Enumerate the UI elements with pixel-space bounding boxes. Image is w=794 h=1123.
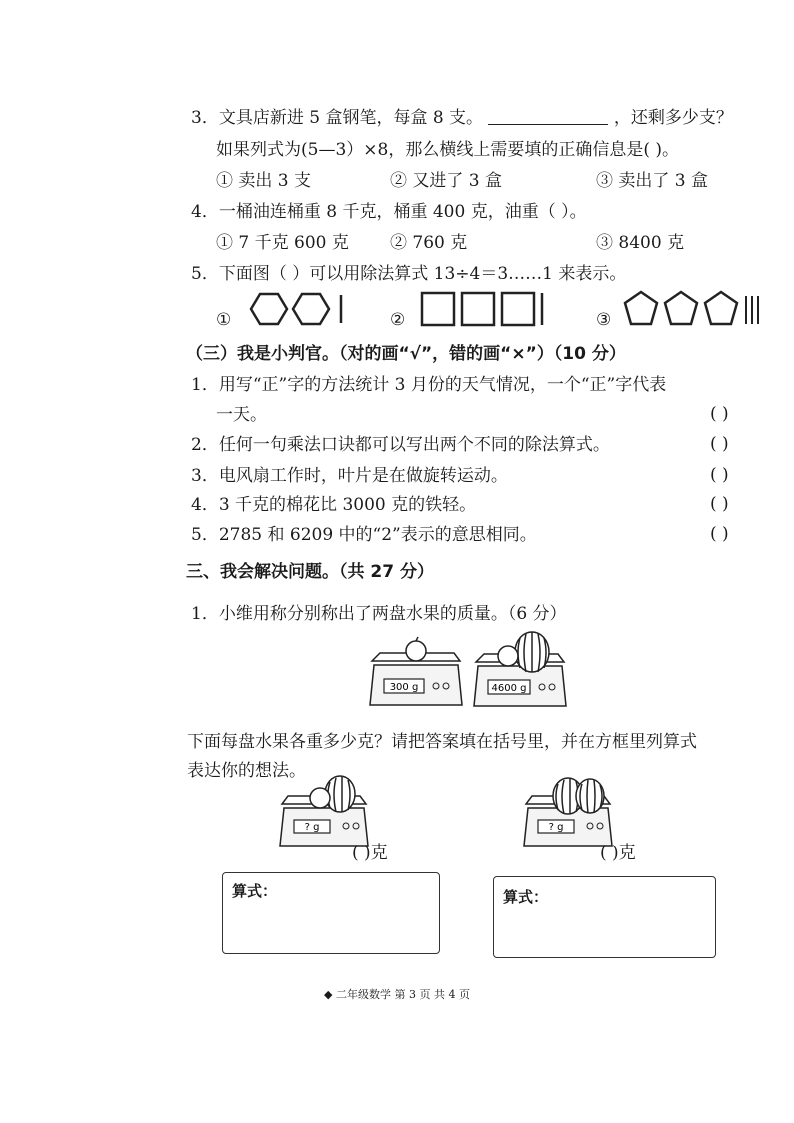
scale2-reading: 4600 g [491, 683, 527, 694]
q3-line2: 如果列式为(5—3）×8，那么横线上需要填的正确信息是( )。 [216, 140, 679, 160]
q4-option-1[interactable]: ① 7 千克 600 克 [216, 233, 349, 253]
q5-option-2[interactable]: ② [390, 310, 406, 330]
page-footer: ◆ 二年级数学 第 3 页 共 4 页 [324, 988, 470, 1001]
square-matchstick-figure [418, 289, 558, 329]
judge-answer-1[interactable]: ( ) [710, 404, 729, 424]
scale4-reading: ? g [548, 822, 564, 833]
judge-answer-4[interactable]: ( ) [710, 494, 729, 514]
q3-option-2[interactable]: ② 又进了 3 盒 [390, 171, 503, 191]
solve-instruction-1: 下面每盘水果各重多少克？请把答案填在括号里，并在方框里列算式 [187, 732, 697, 752]
hexagon-matchstick-figure [243, 289, 353, 329]
judge-item-1-cont: 一天。 [216, 405, 267, 425]
q3-option-3[interactable]: ③ 卖出了 3 盒 [596, 171, 709, 191]
solve-q1: 1．小维用称分别称出了两盘水果的质量。（6 分） [191, 604, 567, 624]
q4-option-3[interactable]: ③ 8400 克 [596, 233, 685, 253]
judge-answer-5[interactable]: ( ) [710, 524, 729, 544]
q5-line1: 5．下面图（ ）可以用除法算式 13÷4＝3……1 来表示。 [191, 264, 627, 284]
pentagon-matchstick-figure [622, 288, 772, 330]
judge-item-2: 2．任何一句乘法口诀都可以写出两个不同的除法算式。 [191, 435, 610, 455]
judge-item-1: 1．用写“正”字的方法统计 3 月份的天气情况，一个“正”字代表 [191, 375, 667, 395]
formula-label-right: 算式： [503, 888, 549, 906]
judge-item-4: 4．3 千克的棉花比 3000 克的铁轻。 [191, 495, 477, 515]
q4-line1: 4．一桶油连桶重 8 千克，桶重 400 克，油重（ ）。 [191, 202, 587, 222]
q3-text-a: 3．文具店新进 5 盒钢笔，每盒 8 支。 [191, 108, 484, 128]
q3-option-1[interactable]: ① 卖出 3 支 [216, 171, 312, 191]
q5-option-3[interactable]: ③ [596, 310, 612, 330]
scale3-reading: ? g [304, 822, 320, 833]
q5-option-1[interactable]: ① [216, 310, 232, 330]
formula-label-left: 算式： [232, 882, 278, 900]
judge-answer-3[interactable]: ( ) [710, 465, 729, 485]
scale-with-apple-and-watermelon [470, 632, 570, 716]
scale1-reading: 300 g [389, 682, 419, 693]
q3-line1 [191, 107, 733, 129]
solve-section-title: 三、我会解决问题。（共 27 分） [186, 562, 434, 582]
solve-instruction-2: 表达你的想法。 [187, 761, 306, 781]
answer-left-grams[interactable]: ( )克 [352, 843, 388, 863]
q3-blank[interactable] [488, 108, 608, 125]
judge-item-5: 5．2785 和 6209 中的“2”表示的意思相同。 [191, 525, 537, 545]
q3-text-b: ，还剩多少支？ [613, 108, 733, 128]
q4-option-2[interactable]: ② 760 克 [390, 233, 468, 253]
judge-section-title: （三）我是小判官。（对的画“√”，错的画“×”）（10 分） [186, 344, 626, 364]
judge-item-3: 3．电风扇工作时，叶片是在做旋转运动。 [191, 466, 508, 486]
answer-right-grams[interactable]: ( )克 [600, 843, 636, 863]
judge-answer-2[interactable]: ( ) [710, 434, 729, 454]
scale-with-apple [366, 643, 466, 715]
